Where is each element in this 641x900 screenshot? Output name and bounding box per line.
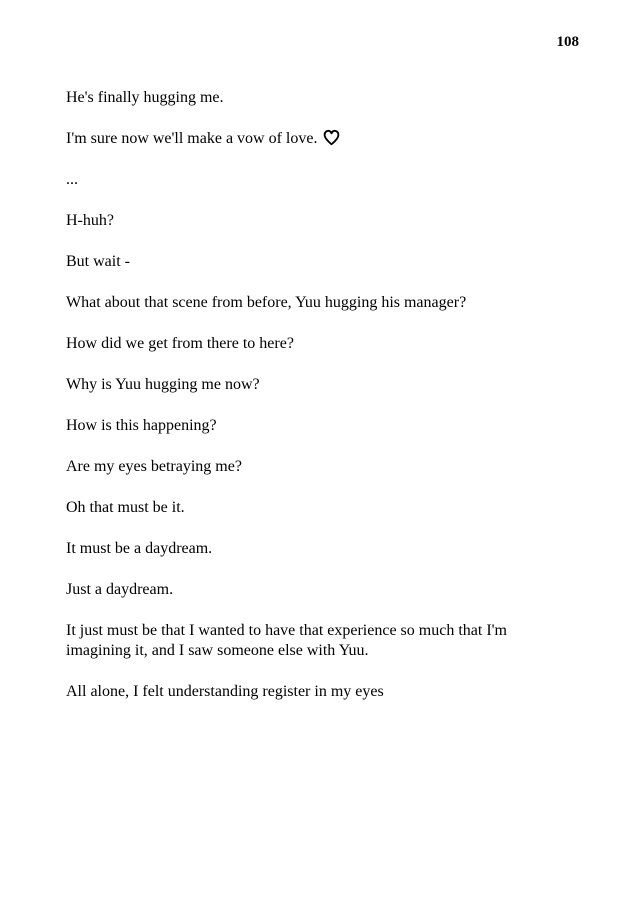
paragraph: All alone, I felt understanding register in my eyes xyxy=(66,683,384,700)
paragraph: He's finally hugging me. xyxy=(66,89,224,106)
paragraph: How is this happening? xyxy=(66,417,217,434)
paragraph: ... xyxy=(66,171,78,188)
paragraph: Just a daydream. xyxy=(66,581,174,598)
paragraph: Oh that must be it. xyxy=(66,499,185,516)
paragraph: It must be a daydream. xyxy=(66,540,213,557)
heart-icon xyxy=(323,129,340,146)
paragraph-with-heart xyxy=(66,129,566,149)
paragraph: What about that scene from before, Yuu hugging his manager? xyxy=(66,294,467,311)
paragraph: Are my eyes betraying me? xyxy=(66,458,242,475)
paragraph: H-huh? xyxy=(66,212,114,229)
paragraph-text: I'm sure now we'll make a vow of love. xyxy=(66,130,318,147)
paragraph: But wait - xyxy=(66,253,130,270)
paragraph: It just must be that I wanted to have that experience so much that I'm imagining it, and I saw someone else with Yuu. xyxy=(66,622,507,659)
body-text xyxy=(66,88,566,723)
paragraph: How did we get from there to here? xyxy=(66,335,294,352)
page-number: 108 xyxy=(556,34,579,50)
paragraph: Why is Yuu hugging me now? xyxy=(66,376,260,393)
